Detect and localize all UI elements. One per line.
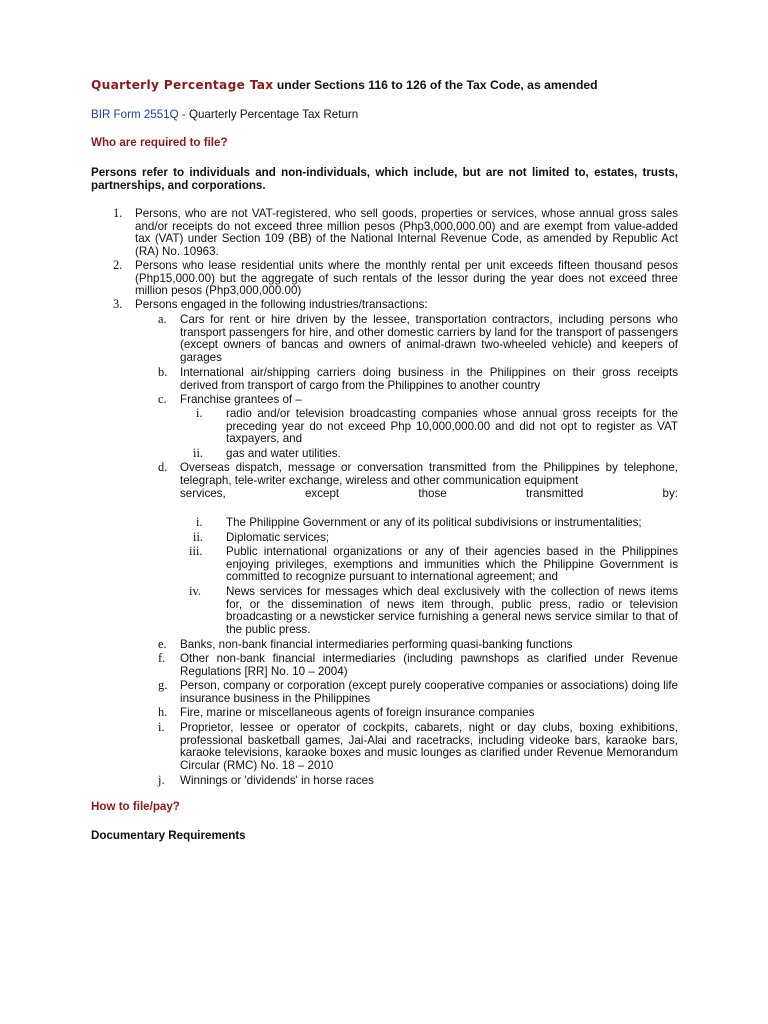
sub-f-text: Other non-bank financial intermediaries (including pawnshops as clarified under Revenue Regulations [RR] No. 10 – 2004) [180,652,678,678]
sub-d-i-text: The Philippine Government or any of its political subdivisions or instrumentalities; [226,516,642,529]
sub-f-letter: f. [158,651,166,665]
sub-d-last-line [180,488,678,501]
form-name: Quarterly Percentage Tax Return [188,108,359,121]
sub-j-text: Winnings or 'dividends' in horse races [180,774,374,787]
sub-d-word: transmitted [525,487,584,500]
sub-c-i-numeral: i. [196,406,203,420]
sub-g-letter: g. [158,678,168,692]
who-heading: Who are required to file? [91,136,228,149]
sub-c-i-text: radio and/or television broadcasting companies whose annual gross receipts for the preceding year do not exceed Php 10,000,000.00 and did not opt to register as VAT taxpayers, and [226,407,678,446]
sub-b-letter: b. [158,365,168,379]
item-3-text: Persons engaged in the following industries/transactions: [135,298,428,311]
title-highlight: Quarterly Percentage Tax [91,78,274,92]
sub-h-letter: h. [158,705,168,719]
sub-c-ii-text: gas and water utilities. [226,447,341,460]
sub-b-text: International air/shipping carriers doing business in the Philippines on their gross receipts derived from transport of cargo from the Philippines to another country [180,366,678,392]
sub-c-letter: c. [158,392,167,406]
sub-d-word: those [418,487,447,500]
item-1-number: 1. [113,206,123,220]
sub-j-letter: j. [158,773,165,787]
sub-a-letter: a. [158,312,167,326]
bir-form-link[interactable]: BIR Form 2551Q [91,108,179,121]
sub-e-letter: e. [158,637,167,651]
intro-paragraph: Persons refer to individuals and non-individuals, which include, but are not limited to, estates, trusts, partnerships, and corporations. [91,166,678,192]
item-2-text: Persons who lease residential units where the monthly rental per unit exceeds fifteen thousand pesos (Php15,000.00) but the aggregate of such rentals of the lessor during the year does not exceed three million pesos (Php3,000,000.00) [135,259,678,298]
sub-d-iii-text: Public international organizations or any of their agencies based in the Philippines enjoying privileges, exemptions and immunities which the Philippine Government is committed to recognize pursuant to international agreement; and [226,545,678,584]
sub-d-iv-numeral: iv. [189,584,201,598]
sub-d-i-numeral: i. [196,515,203,529]
sub-d-iii-numeral: iii. [189,544,203,558]
sub-d-iv-text: News services for messages which deal exclusively with the collection of news items for, or the dissemination of news item through, public press, radio or television broadcasting or a newsticker service furnishing a general news service similar to that of the public press. [226,585,678,636]
sub-h-text: Fire, marine or miscellaneous agents of foreign insurance companies [180,706,535,719]
sub-c-text: Franchise grantees of – [180,393,302,406]
sub-d-word: by: [662,487,678,500]
form-line [91,109,358,122]
sub-d-letter: d. [158,460,168,474]
docs-heading: Documentary Requirements [91,829,246,842]
item-2-number: 2. [113,258,123,272]
sub-g-text: Person, company or corporation (except purely cooperative companies or associations) doing life insurance business in the Philippines [180,679,678,705]
page-title [91,79,598,92]
sub-d-text: Overseas dispatch, message or conversation transmitted from the Philippines by telephone, telegraph, tele-writer exchange, wireless and other communication equipment [180,461,678,487]
sub-a-text: Cars for rent or hire driven by the lessee, transportation contractors, including persons who transport passengers for hire, and other domestic carriers by land for the transport of passengers (except owners of bancas and owners of animal-drawn two-wheeled vehicle) and keepers of garages [180,313,678,364]
item-1-text: Persons, who are not VAT-registered, who sell goods, properties or services, whose annual gross sales and/or receipts do not exceed three million pesos (Php3,000,000.00) and are exempt from value-added tax (VAT) under Section 109 (BB) of the National Internal Revenue Code, as amended by Republic Act (RA) No. 10963. [135,207,678,258]
sub-d-ii-text: Diplomatic services; [226,531,330,544]
item-3-number: 3. [113,297,123,311]
how-heading: How to file/pay? [91,800,180,813]
sub-d-word: except [304,487,340,500]
sub-d-ii-numeral: ii. [193,530,203,544]
form-dash: - [178,108,189,121]
sub-e-text: Banks, non-bank financial intermediaries performing quasi-banking functions [180,638,573,651]
title-rest: under Sections 116 to 126 of the Tax Code, as amended [273,78,598,92]
sub-i-letter: i. [158,720,165,734]
sub-i-text: Proprietor, lessee or operator of cockpits, cabarets, night or day clubs, boxing exhibitions, professional basketball games, Jai-Alai and racetracks, including videoke bars, karaoke bars, karaoke televisions, karaoke boxes and music lounges as clarified under Revenue Memorandum Circular (RMC) No. 18 – 2010 [180,721,678,772]
sub-c-ii-numeral: ii. [193,446,203,460]
sub-d-word: services, [180,487,226,500]
